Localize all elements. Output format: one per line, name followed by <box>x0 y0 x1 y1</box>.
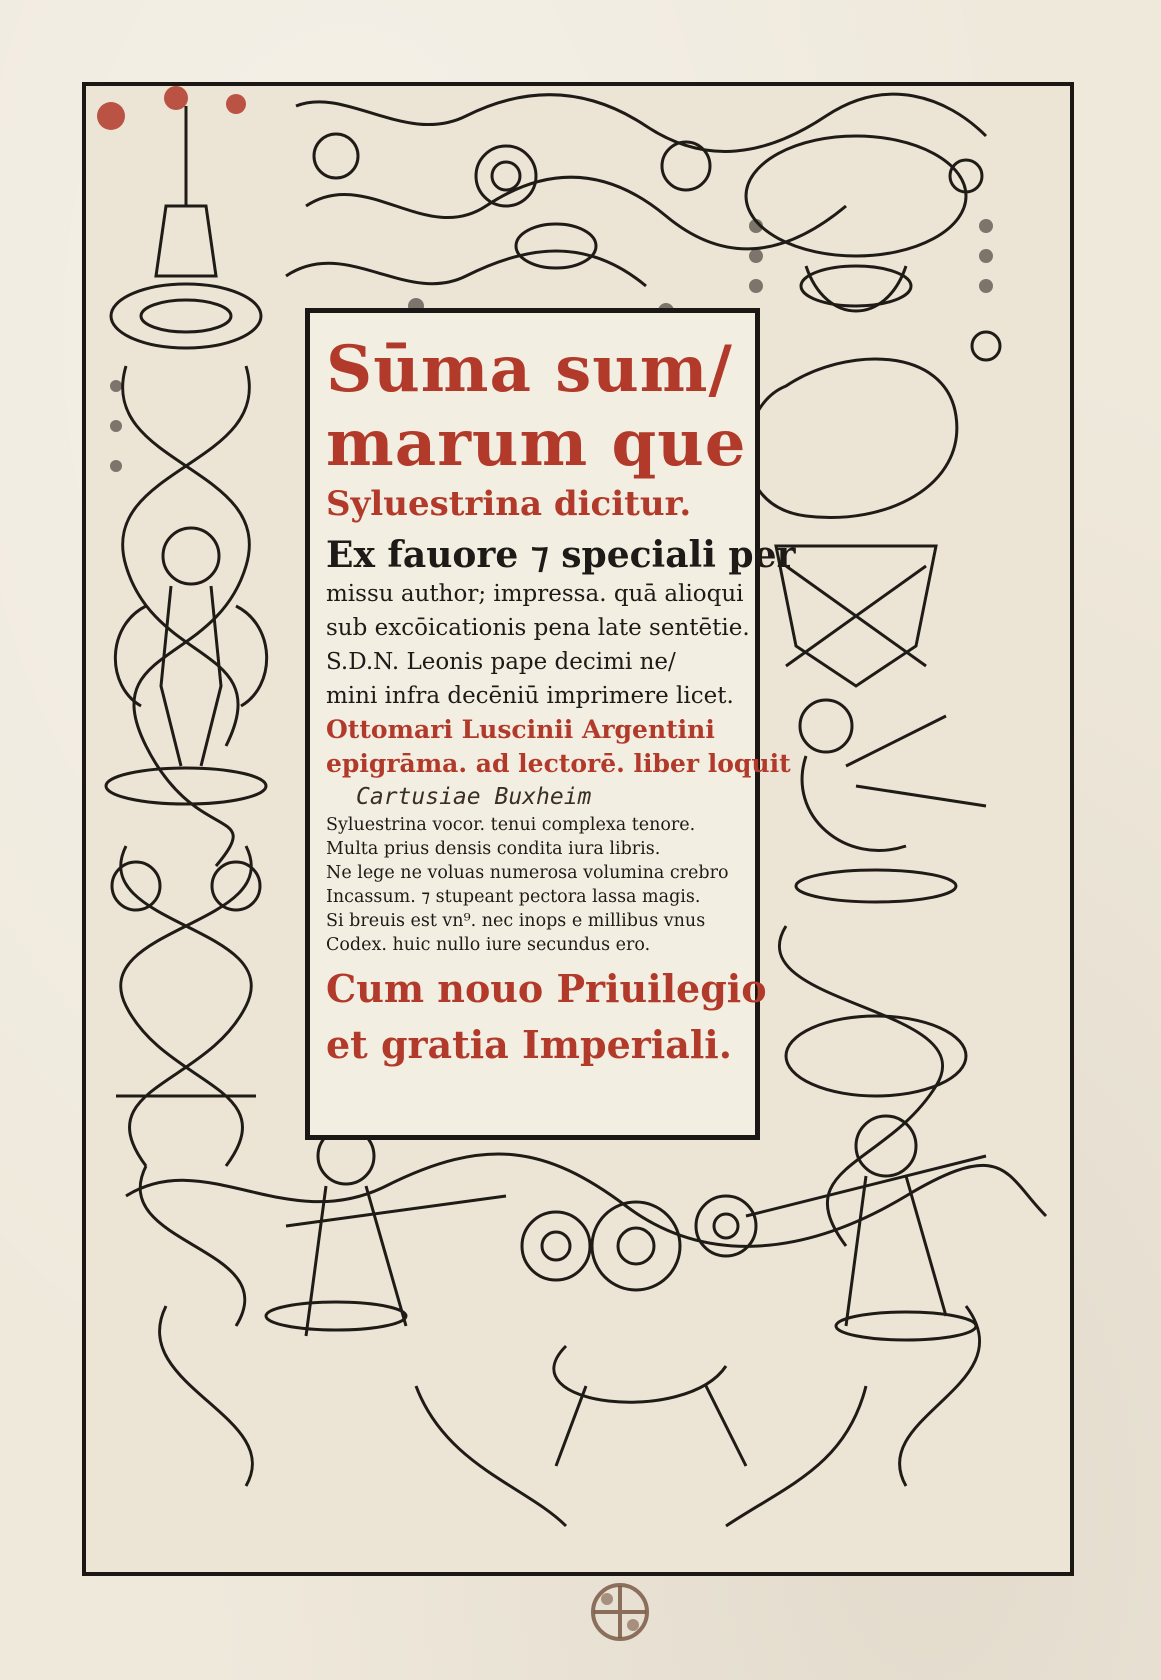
title-text-panel <box>305 308 796 1140</box>
title-line-1: Sūma sum/ <box>326 332 733 407</box>
verse-line-1: Syluestrina vocor. tenui complexa tenore. <box>326 815 696 835</box>
epigram-line-1: Ottomari Luscinii Argentini <box>326 715 715 744</box>
verse-line-4: Incassum. ⁊ stupeant pectora lassa magis. <box>326 887 701 907</box>
closing-line-2: et gratia Imperiali. <box>326 1022 732 1067</box>
epigram-line-2: epigrāma. ad lectorē. liber loquit <box>326 749 791 778</box>
privilege-line-2: missu author; impressa. quā alioqui <box>326 581 744 607</box>
privilege-line-4: S.D.N. Leonis pape decimi ne/ <box>326 649 676 675</box>
privilege-line-3: sub excōicationis pena late sentētie. <box>326 615 750 641</box>
verse-line-3: Ne lege ne voluas numerosa volumina crebro <box>326 863 729 883</box>
title-line-2: marum que <box>326 406 747 481</box>
verse-line-6: Codex. huic nullo iure secundus ero. <box>326 935 651 955</box>
verse-line-2: Multa prius densis condita iura libris. <box>326 839 661 859</box>
title-line-3: Syluestrina dicitur. <box>326 484 692 524</box>
privilege-line-5: mini infra decēniū imprimere licet. <box>326 683 734 709</box>
handwritten-provenance-note: Cartusiae Buxheim <box>356 784 592 810</box>
library-stamp-icon <box>588 1580 652 1644</box>
verse-line-5: Si breuis est vn⁹. nec inops e millibus vnus <box>326 911 706 931</box>
privilege-line-1: Ex fauore ⁊ speciali per <box>326 534 796 576</box>
closing-line-1: Cum nouo Priuilegio <box>326 966 767 1011</box>
